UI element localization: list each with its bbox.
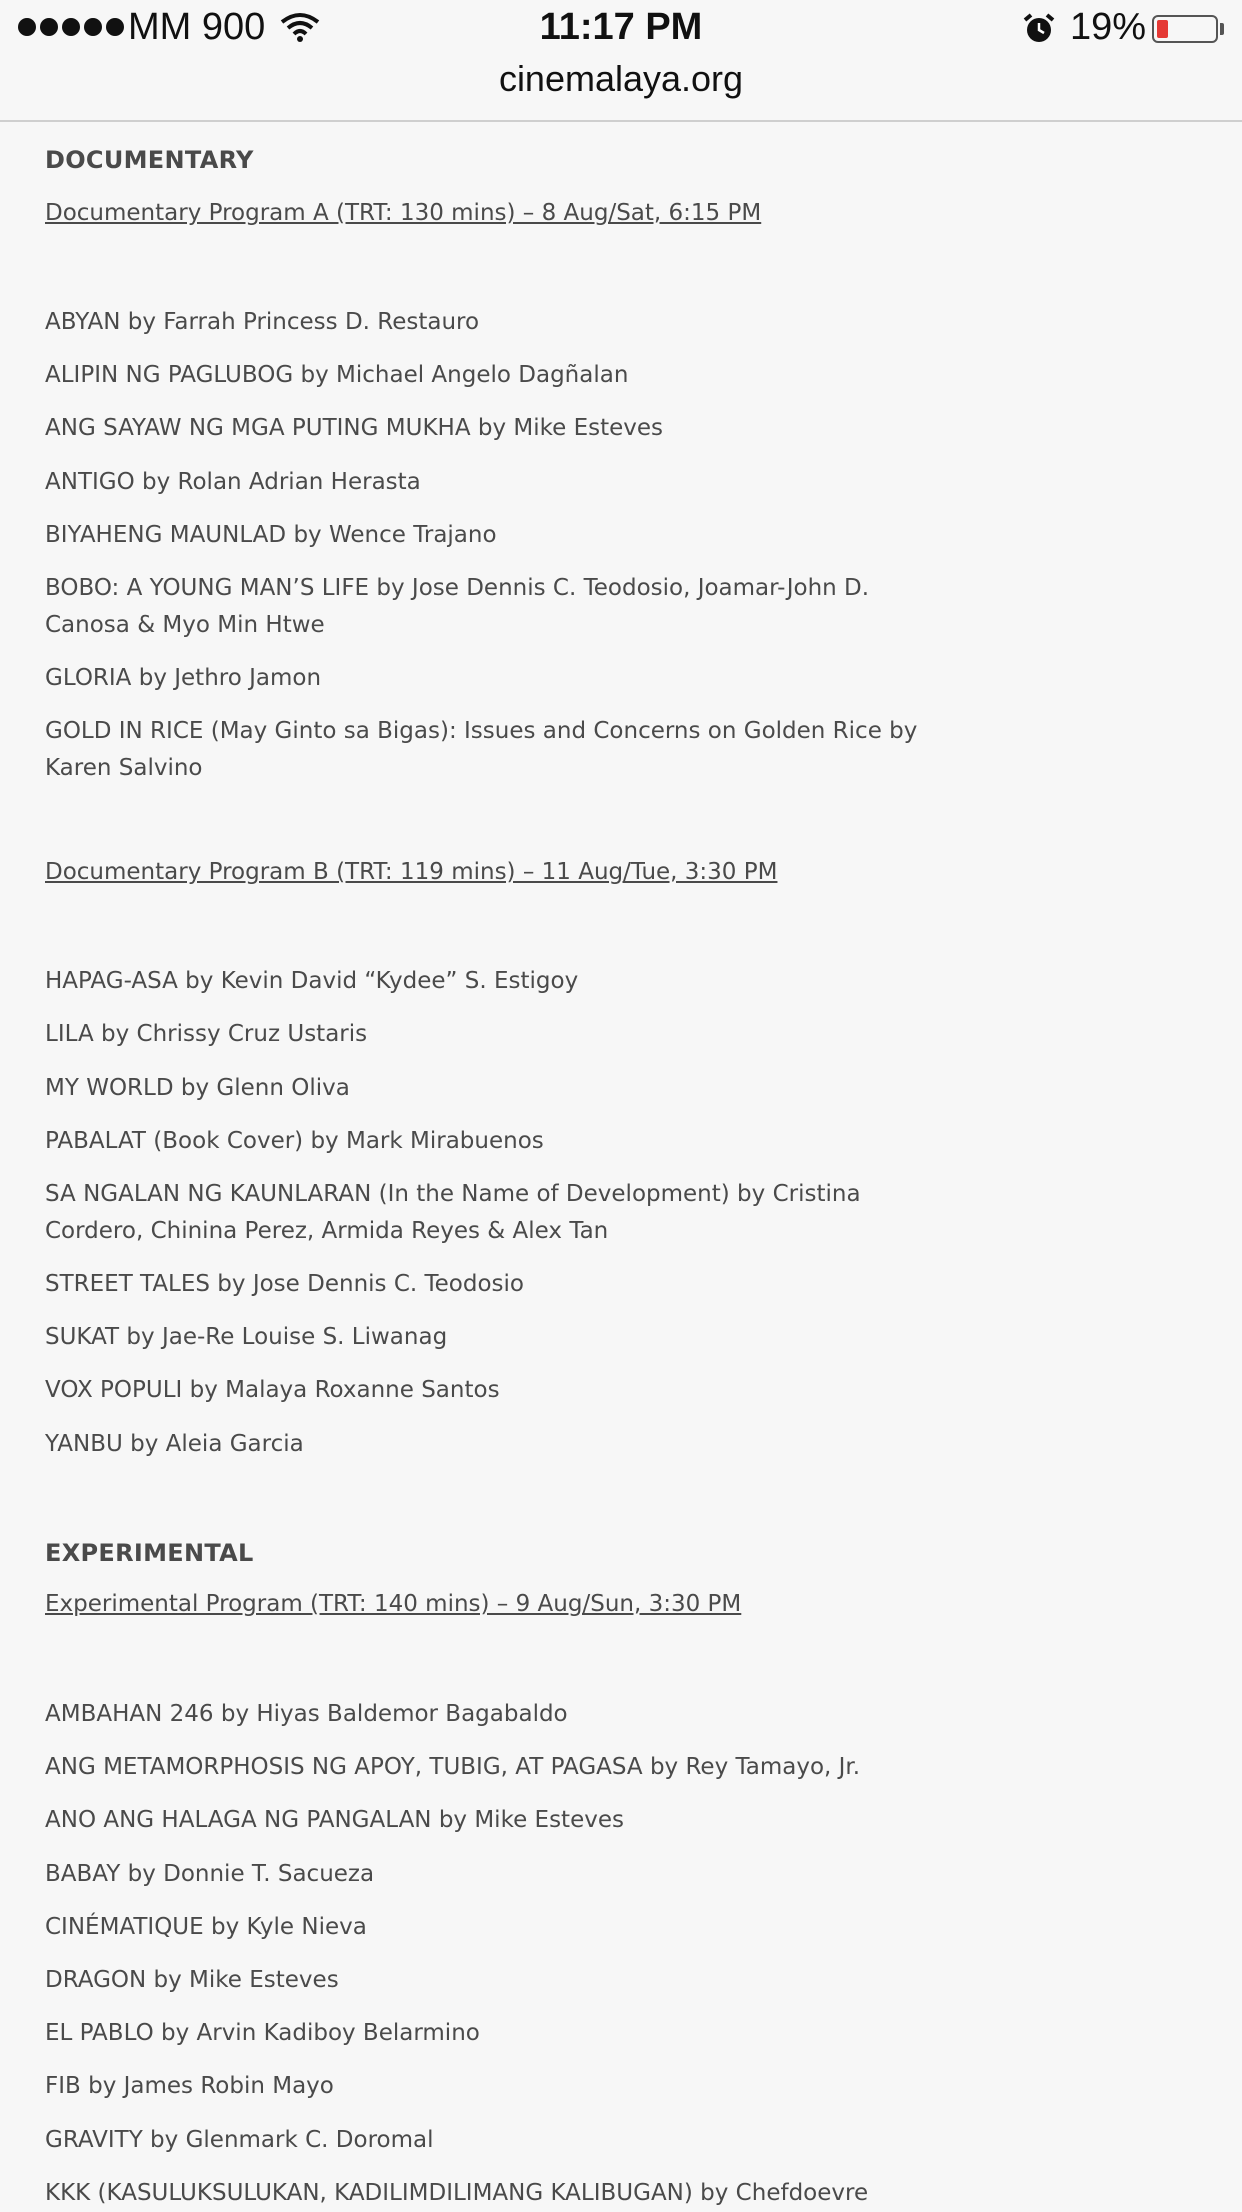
list-item: ANG SAYAW NG MGA PUTING MUKHA by Mike Esteves [45, 415, 664, 441]
list-item: HAPAG-ASA by Kevin David “Kydee” S. Estigoy [45, 968, 579, 994]
status-bar [0, 0, 1242, 122]
list-item: BABAY by Donnie T. Sacueza [45, 1861, 375, 1887]
list-item: AMBAHAN 246 by Hiyas Baldemor Bagabaldo [45, 1701, 568, 1727]
list-item: GLORIA by Jethro Jamon [45, 665, 322, 691]
list-item: BIYAHENG MAUNLAD by Wence Trajano [45, 522, 497, 548]
list-item: EL PABLO by Arvin Kadiboy Belarmino [45, 2020, 480, 2046]
list-item: GRAVITY by Glenmark C. Doromal [45, 2127, 434, 2153]
list-item: ALIPIN NG PAGLUBOG by Michael Angelo Dagñalan [45, 362, 629, 388]
list-item: MY WORLD by Glenn Oliva [45, 1075, 350, 1101]
alarm-clock-icon [1022, 12, 1056, 50]
list-item: GOLD IN RICE (May Ginto sa Bigas): Issues and Concerns on Golden Rice by Karen Salvino [45, 718, 918, 781]
list-item: ANG METAMORPHOSIS NG APOY, TUBIG, AT PAGASA by Rey Tamayo, Jr. [45, 1754, 861, 1780]
section-title-documentary: DOCUMENTARY [45, 146, 254, 174]
battery-icon [1152, 15, 1218, 43]
clock-time: 11:17 PM [539, 6, 703, 48]
program-link-documentary-a[interactable]: Documentary Program A (TRT: 130 mins) – 8 Aug/Sat, 6:15 PM [45, 200, 762, 226]
list-item: ANTIGO by Rolan Adrian Herasta [45, 469, 421, 495]
carrier-name: MM 900 [128, 6, 266, 48]
program-link-documentary-b[interactable]: Documentary Program B (TRT: 119 mins) – 11 Aug/Tue, 3:30 PM [45, 859, 778, 885]
list-item: LILA by Chrissy Cruz Ustaris [45, 1021, 368, 1047]
battery-percentage: 19% [1070, 6, 1147, 48]
list-item: VOX POPULI by Malaya Roxanne Santos [45, 1377, 500, 1403]
list-item: SA NGALAN NG KAUNLARAN (In the Name of Development) by Cristina Cordero, Chinina Perez, Armida Reyes & Alex Tan [45, 1181, 861, 1244]
program-link-experimental[interactable]: Experimental Program (TRT: 140 mins) – 9 Aug/Sun, 3:30 PM [45, 1591, 742, 1617]
list-item: ABYAN by Farrah Princess D. Restauro [45, 309, 480, 335]
section-title-experimental: EXPERIMENTAL [45, 1539, 254, 1567]
list-item: ANO ANG HALAGA NG PANGALAN by Mike Esteves [45, 1807, 624, 1833]
list-item: PABALAT (Book Cover) by Mark Mirabuenos [45, 1128, 544, 1154]
list-item: YANBU by Aleia Garcia [45, 1431, 304, 1457]
list-item: CINÉMATIQUE by Kyle Nieva [45, 1914, 367, 1940]
list-item: FIB by James Robin Mayo [45, 2073, 334, 2099]
list-item: DRAGON by Mike Esteves [45, 1967, 339, 1993]
list-item: KKK (KASULUKSULUKAN, KADILIMDILIMANG KALIBUGAN) by Chefdoevre [45, 2180, 869, 2206]
address-bar-url[interactable]: cinemalaya.org [498, 58, 744, 99]
list-item: BOBO: A YOUNG MAN’S LIFE by Jose Dennis C. Teodosio, Joamar-John D. Canosa & Myo Min Htwe [45, 575, 870, 638]
list-item: SUKAT by Jae-Re Louise S. Liwanag [45, 1324, 448, 1350]
list-item: STREET TALES by Jose Dennis C. Teodosio [45, 1271, 524, 1297]
